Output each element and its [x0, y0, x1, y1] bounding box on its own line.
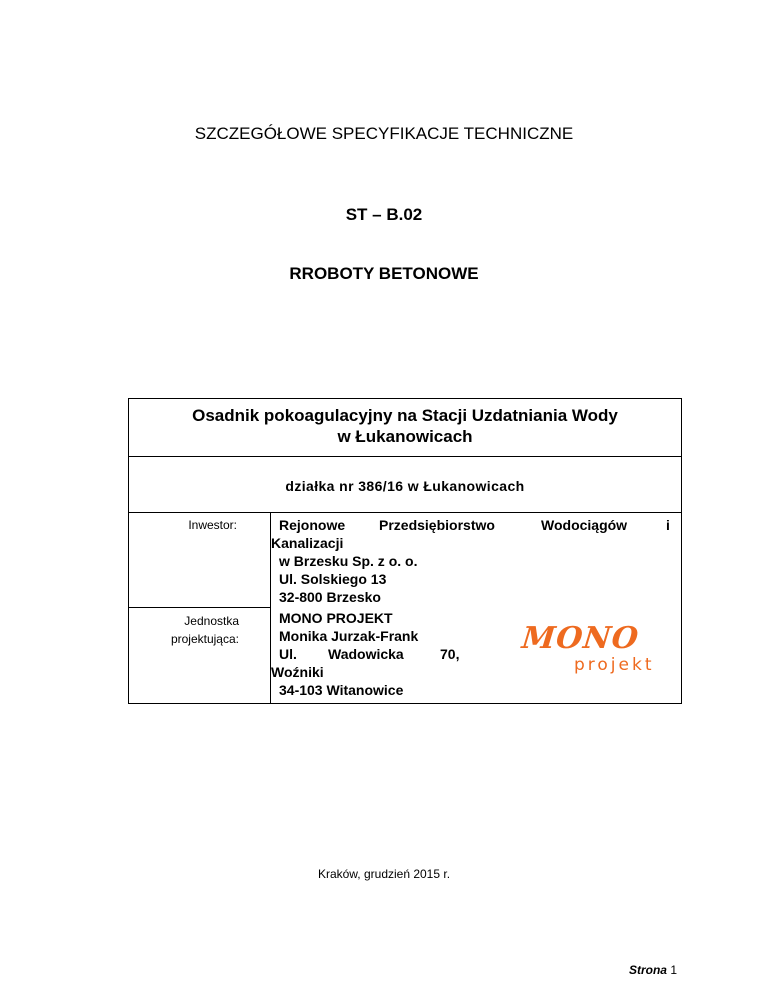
- designer-label: [129, 612, 239, 648]
- investor-line3: w Brzesku Sp. z o. o.: [279, 553, 418, 569]
- designer-line2: Monika Jurzak-Frank: [279, 628, 419, 644]
- plot-info: działka nr 386/16 w Łukanowicach: [285, 478, 525, 494]
- designer-line5: 34-103 Witanowice: [279, 682, 404, 698]
- investor-line5: 32-800 Brzesko: [279, 589, 381, 605]
- page-number-value: 1: [670, 963, 677, 977]
- project-info-table: [128, 398, 682, 704]
- designer-word: Wadowicka: [328, 646, 404, 662]
- designer-line4: Woźniki: [271, 664, 324, 680]
- investor-word: i: [666, 517, 670, 533]
- place-date: Kraków, grudzień 2015 r.: [317, 867, 451, 881]
- designer-word: 70,: [440, 646, 460, 662]
- investor-line1: [270, 516, 680, 534]
- investor-word: Wodociągów: [541, 517, 628, 533]
- designer-label-line1: Jednostka: [184, 614, 239, 628]
- mono-projekt-logo: [522, 621, 662, 681]
- designer-word: Ul.: [279, 646, 297, 662]
- investor-line4: Ul. Solskiego 13: [279, 571, 387, 587]
- spec-subject: RROBOTY BETONOWE: [289, 264, 479, 283]
- table-divider: [129, 607, 270, 608]
- logo-text-top: MONO: [520, 621, 641, 656]
- project-title-line1: Osadnik pokoagulacyjny na Stacji Uzdatniania Wody: [192, 406, 618, 425]
- table-divider: [129, 512, 681, 513]
- investor-label: Inwestor:: [188, 518, 237, 532]
- project-title: [129, 405, 681, 447]
- designer-label-line2: projektująca:: [170, 632, 239, 646]
- page-label: Strona: [628, 963, 667, 977]
- spec-code: ST – B.02: [345, 205, 423, 224]
- investor-line2: Kanalizacji: [271, 535, 344, 551]
- designer-line3: [270, 645, 510, 663]
- document-title: SZCZEGÓŁOWE SPECYFIKACJE TECHNICZNE: [194, 124, 574, 143]
- project-title-line2: w Łukanowicach: [337, 427, 473, 446]
- designer-line1: MONO PROJEKT: [279, 610, 393, 626]
- logo-text-bottom: projekt: [574, 655, 655, 675]
- investor-word: Przedsiębiorstwo: [379, 517, 495, 533]
- table-divider: [129, 456, 681, 457]
- investor-word: Rejonowe: [279, 517, 346, 533]
- page-number: [629, 963, 677, 977]
